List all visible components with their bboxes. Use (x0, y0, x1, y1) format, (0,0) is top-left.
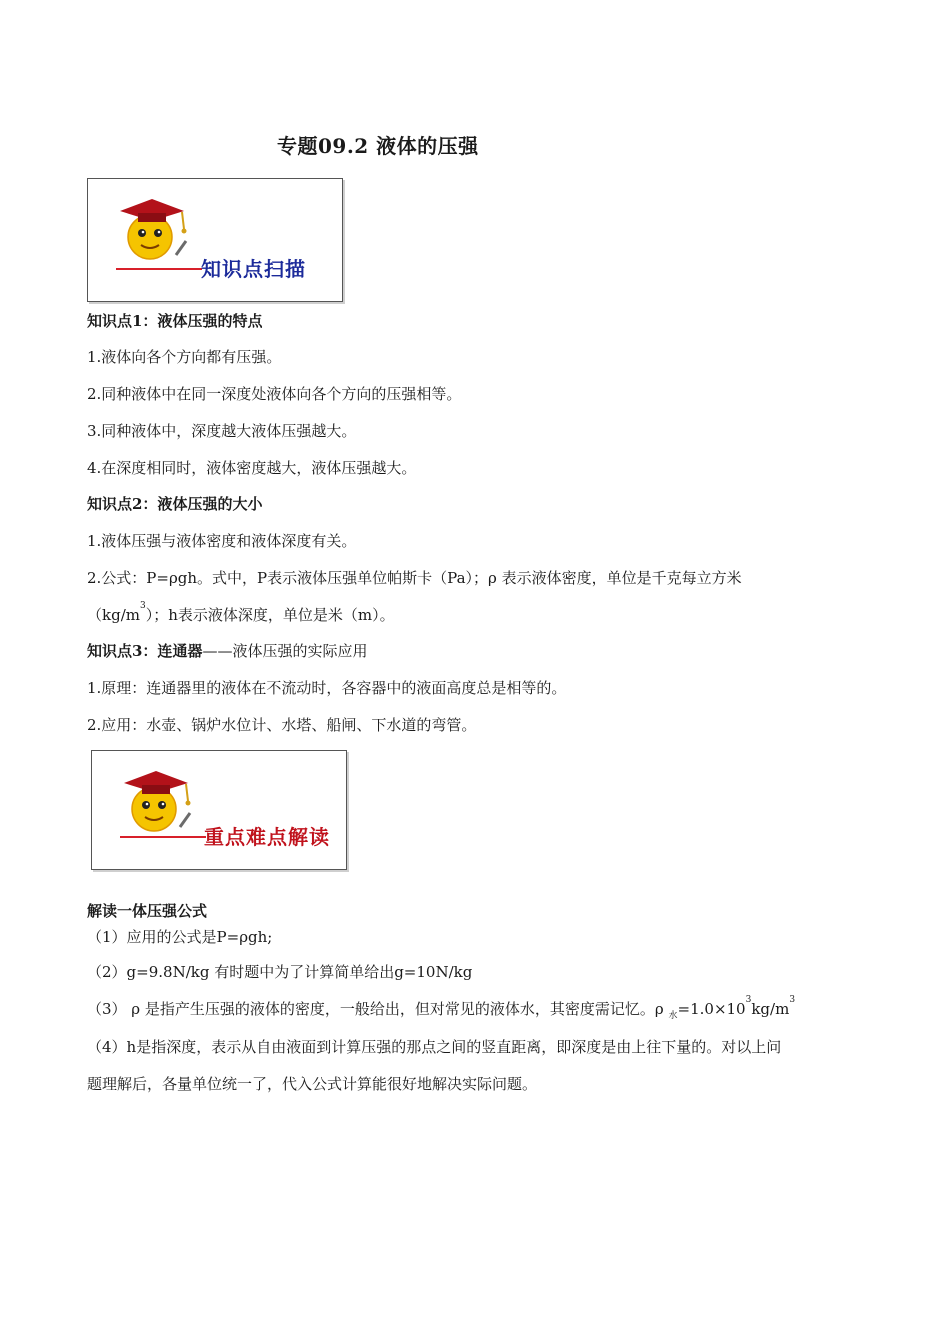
key-points-banner (91, 750, 347, 870)
kp2-heading: 知识点2：液体压强的大小 (87, 495, 263, 513)
knowledge-scan-banner (87, 178, 343, 302)
kp1-item-2: 2.同种液体中在同一深度处液体向各个方向的压强相等。 (87, 385, 462, 403)
kp3-item-1: 1.原理：连通器里的液体在不流动时，各容器中的液面高度总是相等的。 (87, 679, 567, 697)
reading-point-2: （2）g=9.8N/kg 有时题中为了计算简单给出g=10N/kg (87, 963, 473, 981)
banner-rule (116, 268, 202, 270)
mascot-graduate-icon (112, 185, 192, 271)
banner-label: 知识点扫描 (201, 257, 306, 281)
reading-heading: 解读一体压强公式 (87, 902, 208, 920)
kp1-item-1: 1.液体向各个方向都有压强。 (87, 348, 282, 366)
kp2-item-2-line-1: 2.公式：P=ρgh。式中，P表示液体压强单位帕斯卡（Pa）；ρ 表示液体密度，单位是千克每立方米 (87, 569, 742, 587)
kp3-item-2: 2.应用：水壶、锅炉水位计、水塔、船闸、下水道的弯管。 (87, 716, 477, 734)
page-title: 专题09.2 液体的压强 (277, 134, 479, 158)
reading-point-1: （1）应用的公式是P=ρgh; (87, 928, 273, 946)
kp2-item-1: 1.液体压强与液体密度和液体深度有关。 (87, 532, 357, 550)
kp1-item-3: 3.同种液体中，深度越大液体压强越大。 (87, 422, 357, 440)
kp1-heading: 知识点1：液体压强的特点 (87, 312, 263, 330)
reading-point-3: （3） ρ 是指产生压强的液体的密度，一般给出，但对常见的液体水，其密度需记忆。ρ $_水=1.0\times 10^3kg/m^3$ (87, 995, 796, 1021)
banner-label: 重点难点解读 (204, 825, 330, 849)
kp1-item-4: 4.在深度相同时，液体密度越大，液体压强越大。 (87, 459, 417, 477)
kp2-item-2-line-2: $(kg/m^3)$；h表示液体深度，单位是米（m）。 (87, 601, 395, 624)
mascot-graduate-icon (116, 757, 196, 843)
banner-rule (120, 836, 206, 838)
kp3-heading: 知识点3：连通器——液体压强的实际应用 (87, 642, 368, 660)
reading-point-4-line-2: 题理解后，各量单位统一了，代入公式计算能很好地解决实际问题。 (87, 1075, 538, 1093)
reading-point-4-line-1: （4）h是指深度，表示从自由液面到计算压强的那点之间的竖直距离，即深度是由上往下量的。对以上问 (87, 1038, 782, 1056)
